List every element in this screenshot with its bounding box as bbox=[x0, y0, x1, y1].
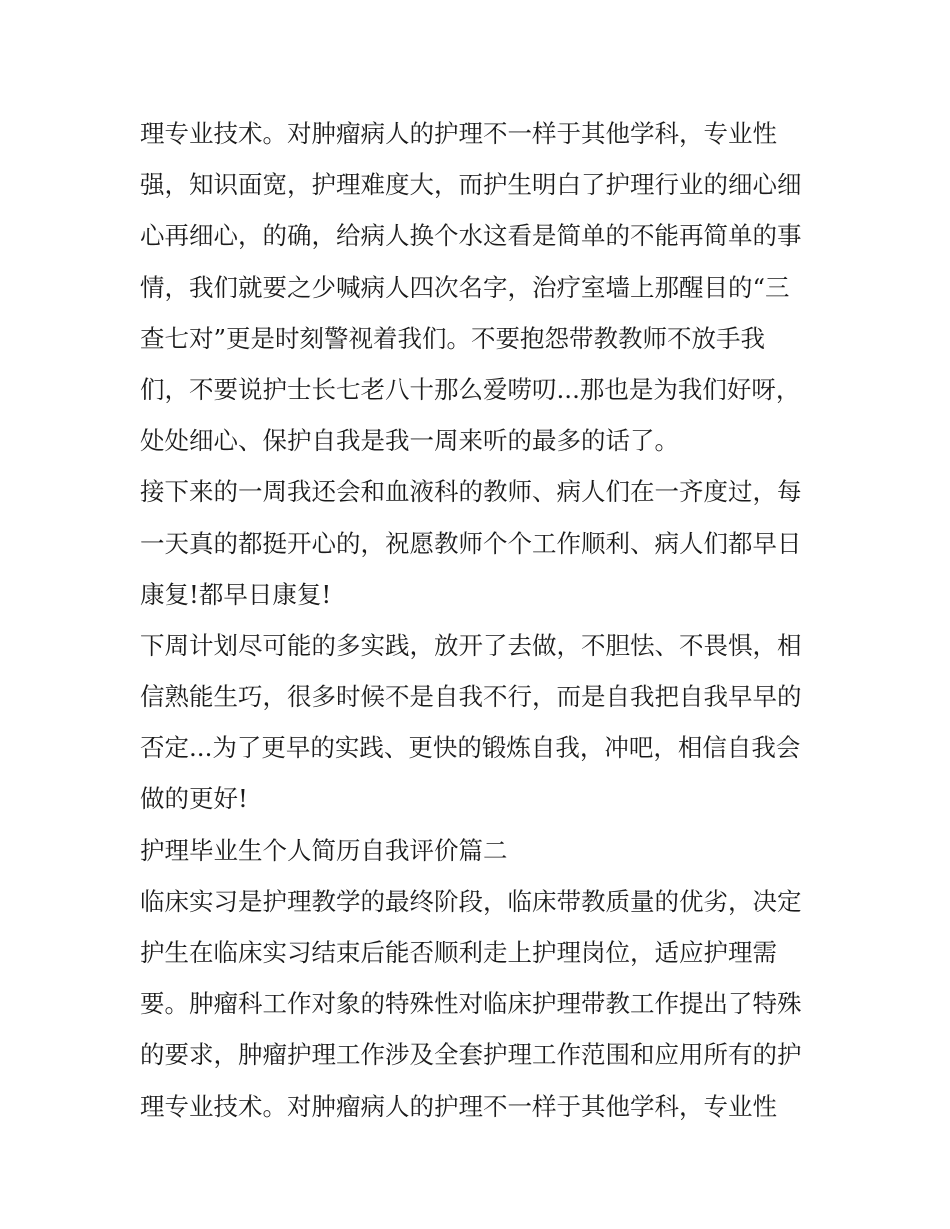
text-line: 做的更好! bbox=[140, 784, 248, 814]
text-line: 查七对”更是时刻警视着我们。不要抱怨带教教师不放手我 bbox=[140, 323, 766, 353]
text-line: 康复!都早日康复! bbox=[140, 579, 332, 609]
text-line: 理专业技术。对肿瘤病人的护理不一样于其他学科，专业性 bbox=[140, 1091, 777, 1121]
text-line: 临床实习是护理教学的最终阶段，临床带教质量的优劣，决定 bbox=[140, 886, 802, 916]
text-line: 否定...为了更早的实践、更快的锻炼自我，冲吧，相信自我会 bbox=[140, 733, 801, 763]
text-line: 们，不要说护士长七老八十那么爱唠叨...那也是为我们好呀， bbox=[140, 374, 801, 404]
text-line: 的要求，肿瘤护理工作涉及全套护理工作范围和应用所有的护 bbox=[140, 1040, 802, 1070]
text-line: 理专业技术。对肿瘤病人的护理不一样于其他学科，专业性 bbox=[140, 119, 777, 148]
section-heading: 护理毕业生个人简历自我评价篇二 bbox=[140, 835, 508, 865]
text-line: 心再细心，的确，给病人换个水这看是简单的不能再简单的事 bbox=[140, 221, 802, 251]
text-line: 下周计划尽可能的多实践，放开了去做，不胆怯、不畏惧，相 bbox=[140, 630, 802, 660]
text-line: 一天真的都挺开心的，祝愿教师个个工作顺利、病人们都早日 bbox=[140, 528, 802, 558]
text-line: 情，我们就要之少喊病人四次名字，治疗室墙上那醒目的“三 bbox=[140, 272, 790, 302]
text-line: 要。肿瘤科工作对象的特殊性对临床护理带教工作提出了特殊 bbox=[140, 989, 802, 1019]
text-line: 强，知识面宽，护理难度大，而护生明白了护理行业的细心细 bbox=[140, 170, 802, 200]
text-line: 处处细心、保护自我是我一周来听的最多的话了。 bbox=[140, 426, 679, 456]
text-line: 信熟能生巧，很多时候不是自我不行，而是自我把自我早早的 bbox=[140, 682, 802, 712]
text-line: 接下来的一周我还会和血液科的教师、病人们在一齐度过，每 bbox=[140, 477, 802, 507]
body-text bbox=[140, 108, 820, 1132]
text-line: 护生在临床实习结束后能否顺利走上护理岗位，适应护理需 bbox=[140, 938, 777, 967]
